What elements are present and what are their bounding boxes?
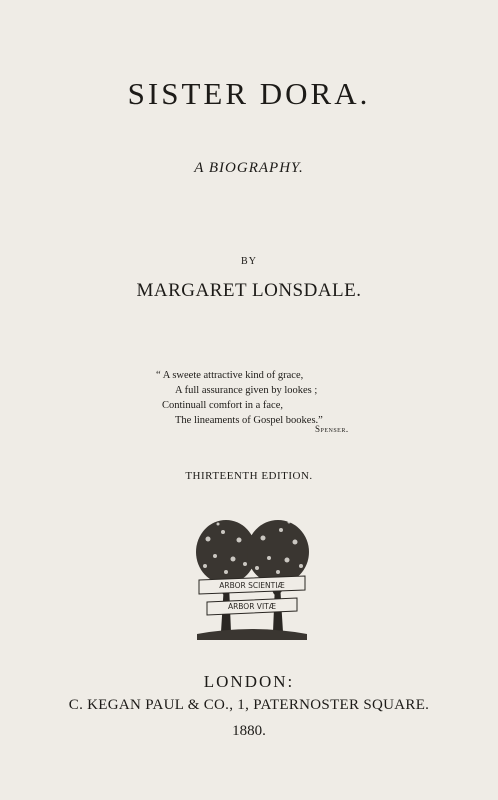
- byline: BY: [241, 256, 257, 267]
- epigraph-line: The lineaments of Gospel bookes.”: [175, 415, 323, 426]
- publisher-device-emblem: [193, 514, 311, 642]
- imprint-year: 1880.: [232, 723, 266, 739]
- ground: [197, 629, 307, 640]
- epigraph-line: Continuall comfort in a face,: [162, 400, 284, 411]
- banner-top-text: ARBOR SCIENTIÆ: [219, 581, 285, 590]
- imprint-place: LONDON:: [203, 672, 295, 691]
- book-title: SISTER DORA.: [127, 76, 371, 111]
- banner-bottom-text: ARBOR VITÆ: [227, 602, 277, 611]
- tree-left-icon: [196, 520, 256, 632]
- epigraph: [150, 368, 380, 428]
- epigraph-line: A full assurance given by lookes ;: [175, 385, 318, 396]
- imprint-publisher: C. KEGAN PAUL & CO., 1, PATERNOSTER SQUARE.: [68, 697, 430, 713]
- epigraph-line: “ A sweete attractive kind of grace,: [156, 370, 304, 381]
- banner-bottom: [207, 598, 297, 615]
- book-subtitle: A BIOGRAPHY.: [194, 160, 304, 176]
- author-name: MARGARET LONSDALE.: [136, 280, 362, 301]
- edition-statement: THIRTEENTH EDITION.: [185, 470, 313, 482]
- epigraph-attribution: Spenser.: [315, 424, 349, 434]
